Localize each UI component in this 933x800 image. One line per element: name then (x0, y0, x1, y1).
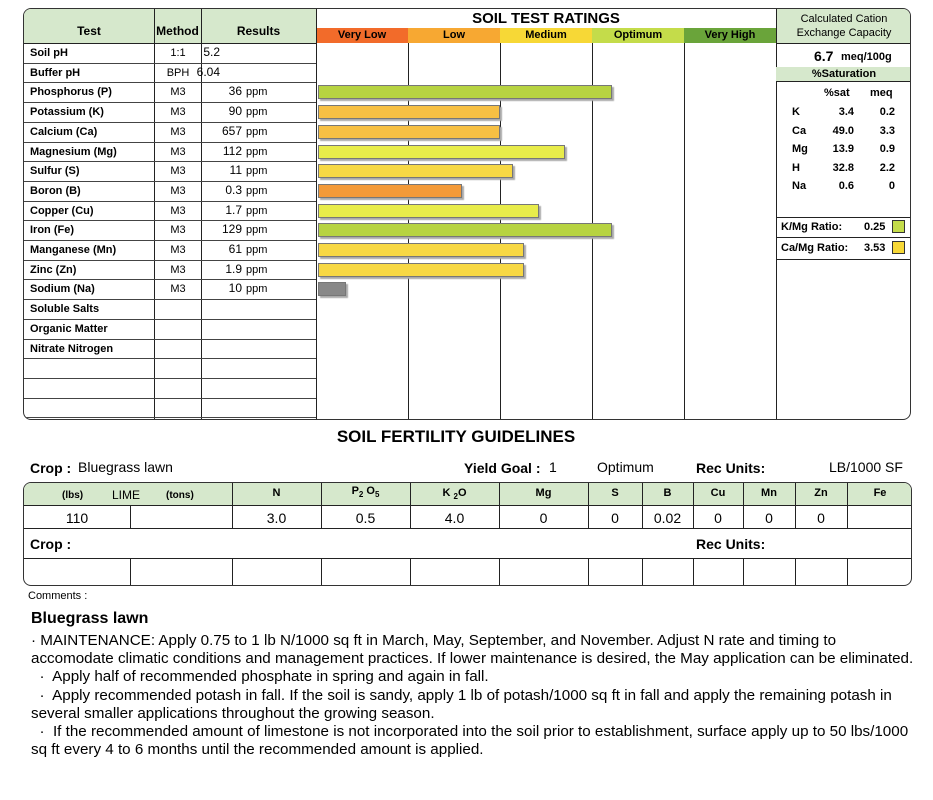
test-name: Zinc (Zn) (30, 264, 77, 276)
row-divider (24, 417, 316, 418)
row-divider (24, 201, 316, 202)
rec-units2-label: Rec Units: (696, 536, 766, 552)
test-name: Nitrate Nitrogen (30, 343, 114, 355)
test-result-unit: ppm (246, 185, 268, 197)
row-divider (24, 260, 316, 261)
row-divider (24, 82, 316, 83)
test-method: BPH (166, 67, 190, 79)
test-method: M3 (170, 283, 186, 295)
cec-unit: meq/100g (841, 51, 892, 63)
ion-meq: 0.2 (879, 106, 895, 118)
test-result-value: 1.7 (225, 203, 242, 217)
col-divider (847, 558, 848, 586)
test-name: Sulfur (S) (30, 165, 80, 177)
yield-goal-label: Yield Goal : (464, 460, 541, 476)
test-result-unit: ppm (246, 244, 268, 256)
test-result-value: 10 (228, 281, 242, 295)
ion-sat: 3.4 (838, 106, 854, 118)
comment-paragraph: · Apply recommended potash in fall. If the soil is sandy, apply 1 lb of potash/1000 sq ft in fall and apply the remaining potash in several smaller applications throughout the growing season. (31, 686, 897, 722)
camg-ratio-value: 3.53 (864, 242, 886, 254)
row-divider (24, 240, 316, 241)
rating-bar (318, 164, 513, 178)
test-result-value: 11 (229, 163, 242, 177)
test-name: Phosphorus (P) (30, 86, 112, 98)
lime-lbs-value: 110 (65, 510, 89, 526)
test-result-unit: ppm (246, 264, 268, 276)
soil-test-report (23, 8, 911, 420)
b-header: B (663, 487, 672, 499)
test-name: Soil pH (30, 47, 68, 59)
ion-label: Mg (792, 143, 808, 155)
yield-level: Optimum (597, 459, 654, 475)
rating-bar (318, 204, 539, 218)
row-divider (24, 279, 316, 280)
ion-label: H (792, 161, 800, 174)
test-result-value: 129 (221, 222, 242, 236)
fe-header: Fe (873, 487, 887, 499)
col-divider (130, 505, 131, 528)
rating-level-3: Optimum (592, 28, 684, 43)
cec-value: 6.7 (814, 48, 834, 64)
rec-units-label: Rec Units: (696, 460, 766, 476)
test-result-unit: ppm (246, 165, 268, 177)
rating-bar (318, 223, 612, 237)
rating-bar (318, 263, 524, 277)
row-divider (24, 319, 316, 320)
col-header-results: Results (236, 24, 281, 38)
row-divider (24, 339, 316, 340)
test-name: Boron (B) (30, 185, 81, 197)
col-divider (499, 558, 500, 586)
mg-header: Mg (535, 487, 552, 499)
test-name: Organic Matter (30, 323, 108, 335)
camg-ratio-label: Ca/Mg Ratio: (781, 242, 849, 254)
lime-tons-header: (tons) (166, 490, 194, 501)
crop-value: Bluegrass lawn (78, 459, 173, 475)
cec-title-line1: Calculated Cation (800, 13, 888, 25)
col-divider (693, 558, 694, 586)
test-result-unit: ppm (246, 146, 268, 158)
recommendation-table (23, 482, 912, 586)
test-result-value: 657 (221, 124, 242, 138)
test-name: Copper (Cu) (30, 205, 94, 217)
k2o-header: K $_2$O (442, 487, 467, 502)
ion-label: Ca (792, 124, 807, 137)
s-value: 0 (611, 510, 619, 526)
n-header: N (272, 487, 281, 499)
ion-label: K (792, 106, 800, 118)
guidelines-title: SOIL FERTILITY GUIDELINES (336, 427, 576, 446)
b-value: 0.02 (653, 510, 682, 526)
test-result-value: 6.04 (196, 65, 220, 79)
comments-body (31, 632, 919, 759)
col-divider (410, 558, 411, 586)
comments-crop-title: Bluegrass lawn (31, 610, 149, 627)
meq-col-header: meq (870, 87, 893, 99)
rating-level-2: Medium (500, 28, 592, 43)
ion-label: Na (792, 180, 807, 192)
row-divider (24, 122, 316, 123)
test-method: M3 (170, 165, 186, 177)
test-method: M3 (170, 126, 186, 138)
row-divider (24, 299, 316, 300)
saturation-title: %Saturation (811, 68, 877, 80)
cu-value: 0 (714, 510, 722, 526)
test-result-value: 112 (222, 144, 242, 158)
yield-goal-value: 1 (549, 459, 557, 475)
divider (776, 81, 911, 82)
rating-level-1: Low (408, 28, 500, 43)
n-value: 3.0 (266, 510, 287, 526)
col-divider (588, 558, 589, 586)
rating-bar (318, 105, 500, 119)
col-divider (130, 558, 131, 586)
test-method: M3 (170, 224, 186, 236)
divider (776, 259, 911, 260)
test-method: M3 (170, 264, 186, 276)
crop2-label: Crop : (30, 536, 72, 552)
row-divider (24, 161, 316, 162)
col-divider (321, 558, 322, 586)
divider (776, 43, 911, 44)
rating-bar (318, 282, 346, 296)
rating-level-4: Very High (684, 28, 776, 43)
comment-paragraph: · If the recommended amount of limestone is not incorporated into the soil prior to establishment, surface apply up to 50 lbs/1000 sq ft every 4 to 6 months until the recommended amount is applied. (31, 723, 913, 759)
test-result-value: 0.3 (225, 183, 242, 197)
rating-bar (318, 184, 462, 198)
test-name: Manganese (Mn) (30, 244, 117, 256)
row-divider (24, 220, 316, 221)
row-divider (24, 102, 316, 103)
comment-paragraph: · Apply half of recommended phosphate in spring and again in fall. (31, 668, 489, 686)
test-name: Buffer pH (30, 67, 81, 79)
row-divider (24, 398, 316, 399)
mg-value: 0 (539, 510, 548, 526)
crop-label: Crop : (30, 460, 72, 476)
test-method: M3 (170, 205, 186, 217)
rating-level-0: Very Low (316, 28, 408, 43)
divider (776, 237, 911, 238)
rating-bar (318, 85, 612, 99)
cu-header: Cu (710, 487, 726, 499)
camg-ratio-swatch (892, 241, 905, 254)
col-header-method: Method (156, 24, 199, 38)
ratings-title: SOIL TEST RATINGS (472, 10, 620, 27)
test-result-value: 5.2 (203, 45, 220, 59)
lime-header: LIME (112, 488, 141, 502)
col-header-test: Test (77, 24, 101, 38)
cec-title-line2: Exchange Capacity (796, 27, 892, 39)
rating-bar (318, 145, 565, 159)
row-divider (24, 358, 316, 359)
test-result-value: 61 (228, 242, 242, 256)
row-divider (24, 63, 316, 64)
row-divider (24, 181, 316, 182)
test-result-value: 1.9 (225, 262, 242, 276)
test-method: M3 (170, 86, 186, 98)
mn-header: Mn (761, 487, 777, 499)
ion-meq: 3.3 (879, 124, 895, 137)
km-ratio-swatch (892, 220, 905, 233)
col-divider (232, 558, 233, 586)
test-name: Potassium (K) (30, 106, 104, 118)
comments-label: Comments : (28, 590, 88, 602)
row-divider (24, 378, 316, 379)
row-divider (24, 142, 316, 143)
divider (24, 528, 912, 529)
lime-lbs-header: (lbs) (62, 490, 84, 501)
divider (316, 9, 317, 420)
sat-col-header: %sat (824, 87, 850, 99)
ion-meq: 0.9 (879, 143, 895, 155)
k2o-value: 4.0 (444, 510, 465, 526)
ion-meq: 0 (888, 180, 895, 192)
test-method: M3 (170, 106, 186, 118)
rating-bar (318, 243, 524, 257)
ion-sat: 13.9 (832, 143, 854, 155)
ion-sat: 49.0 (832, 124, 854, 137)
test-name: Iron (Fe) (30, 224, 74, 236)
test-result-unit: ppm (246, 86, 268, 98)
rating-bar (318, 125, 500, 139)
p2o5-value: 0.5 (355, 510, 376, 526)
col-divider (642, 558, 643, 586)
test-name: Magnesium (Mg) (30, 146, 117, 158)
test-method: M3 (170, 185, 186, 197)
ion-sat: 0.6 (838, 180, 854, 192)
comment-paragraph: · MAINTENANCE: Apply 0.75 to 1 lb N/1000 sq ft in March, May, September, and November. Adjust N rate and timing to accomodate climatic conditions and management practices. If lower maintenance is desired, the May application can be eliminated. (31, 632, 914, 668)
km-ratio-label: K/Mg Ratio: (781, 221, 843, 233)
s-header: S (611, 487, 619, 499)
test-method: M3 (170, 146, 186, 158)
col-divider (743, 558, 744, 586)
test-method: 1:1 (170, 47, 186, 59)
test-result-value: 36 (228, 84, 242, 98)
km-ratio-value: 0.25 (864, 221, 886, 233)
test-name: Soluble Salts (30, 303, 100, 315)
test-result-unit: ppm (246, 126, 268, 138)
p2o5-header: $P_2$ $O_5$ (351, 485, 380, 500)
test-result-unit: ppm (246, 224, 268, 236)
divider (24, 505, 912, 506)
test-result-unit: ppm (246, 205, 268, 217)
divider (684, 43, 685, 420)
rec-units-value: LB/1000 SF (829, 459, 903, 475)
test-name: Calcium (Ca) (30, 126, 98, 138)
zn-header: Zn (814, 487, 828, 499)
test-result-unit: ppm (246, 283, 268, 295)
test-result-value: 90 (228, 104, 242, 118)
row-divider (24, 43, 316, 44)
col-divider (795, 558, 796, 586)
divider (24, 558, 912, 559)
ion-meq: 2.2 (879, 161, 895, 174)
test-result-unit: ppm (246, 106, 268, 118)
test-method: M3 (170, 244, 186, 256)
zn-value: 0 (817, 510, 825, 526)
divider (776, 217, 911, 218)
mn-value: 0 (765, 510, 773, 526)
test-name: Sodium (Na) (30, 283, 95, 295)
ion-sat: 32.8 (832, 161, 854, 174)
